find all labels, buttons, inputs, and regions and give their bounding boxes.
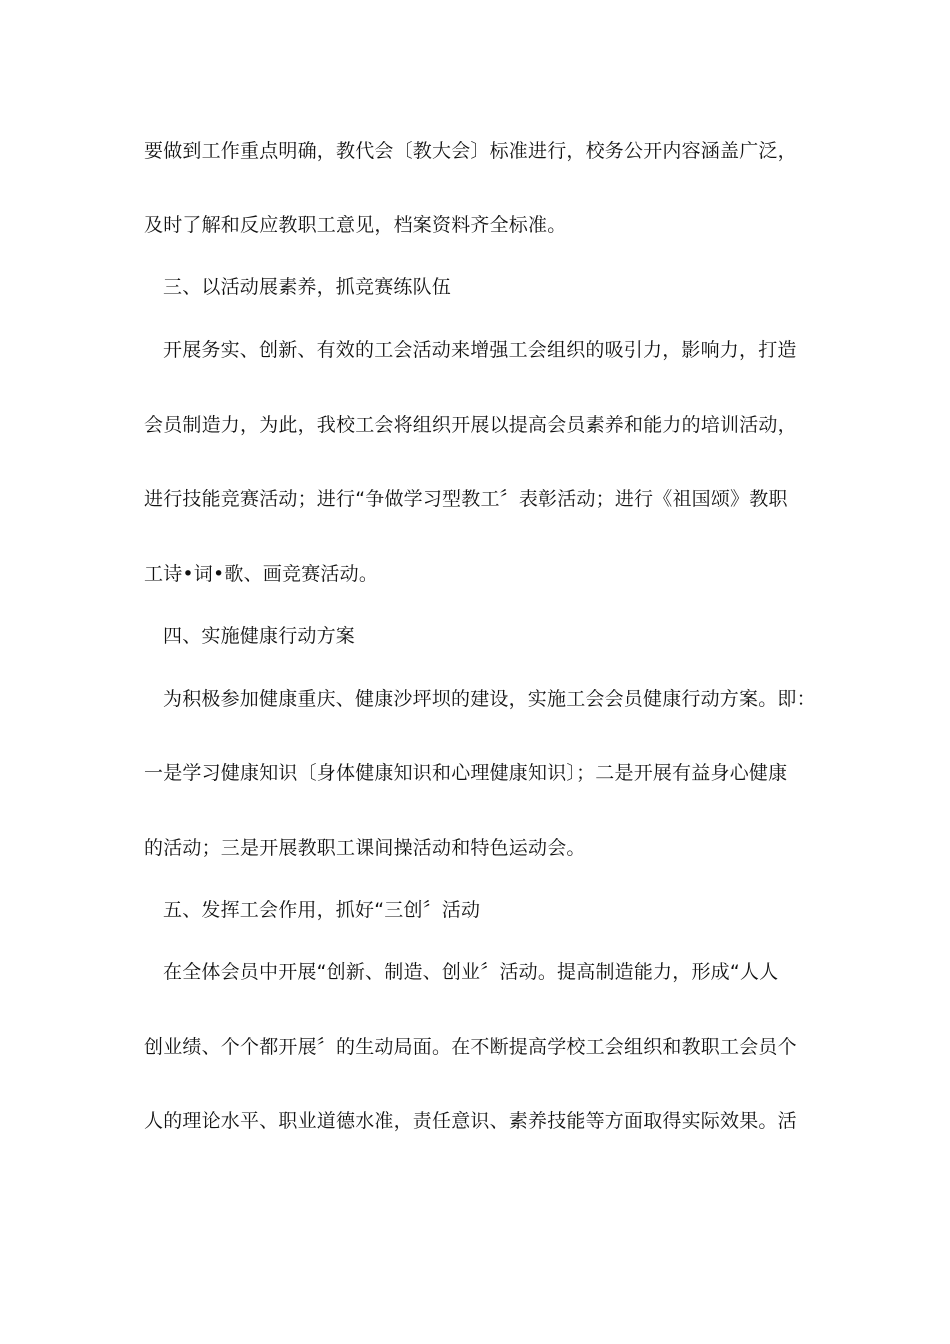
body-text-line: 一是学习健康知识〔身体健康知识和心理健康知识〕；二是开展有益身心健康 — [144, 762, 788, 784]
body-text-line: 的活动；三是开展教职工课间操活动和特色运动会。 — [144, 837, 586, 859]
section-heading-5: 五、发挥工会作用，抓好“三创〞活动 — [163, 899, 481, 921]
body-text-line: 会员制造力，为此，我校工会将组织开展以提高会员素养和能力的培训活动， — [144, 414, 797, 436]
paragraph-first-line: 开展务实、创新、有效的工会活动来增强工会组织的吸引力，影响力，打造 — [163, 339, 797, 361]
body-text-line: 人的理论水平、职业道德水准，责任意识、素养技能等方面取得实际效果。活 — [144, 1110, 797, 1132]
section-heading-4: 四、实施健康行动方案 — [163, 625, 356, 647]
body-text-line: 创业绩、个个都开展〞的生动局面。在不断提高学校工会组织和教职工会员个 — [144, 1036, 797, 1058]
paragraph-first-line: 为积极参加健康重庆、健康沙坪坝的建设，实施工会会员健康行动方案。即： — [163, 688, 816, 710]
paragraph-first-line: 在全体会员中开展“创新、制造、创业〞活动。提高制造能力，形成“人人 — [163, 961, 779, 983]
section-heading-3: 三、以活动展素养，抓竞赛练队伍 — [163, 276, 452, 298]
body-text-line: 工诗•词•歌、画竞赛活动。 — [144, 563, 379, 585]
body-text-line: 及时了解和反应教职工意见，档案资料齐全标准。 — [144, 214, 567, 236]
body-text-line: 要做到工作重点明确，教代会〔教大会〕标准进行，校务公开内容涵盖广泛， — [144, 140, 797, 162]
body-text-line: 进行技能竞赛活动；进行“争做学习型教工〞表彰活动；进行《祖国颂》教职 — [144, 488, 788, 510]
